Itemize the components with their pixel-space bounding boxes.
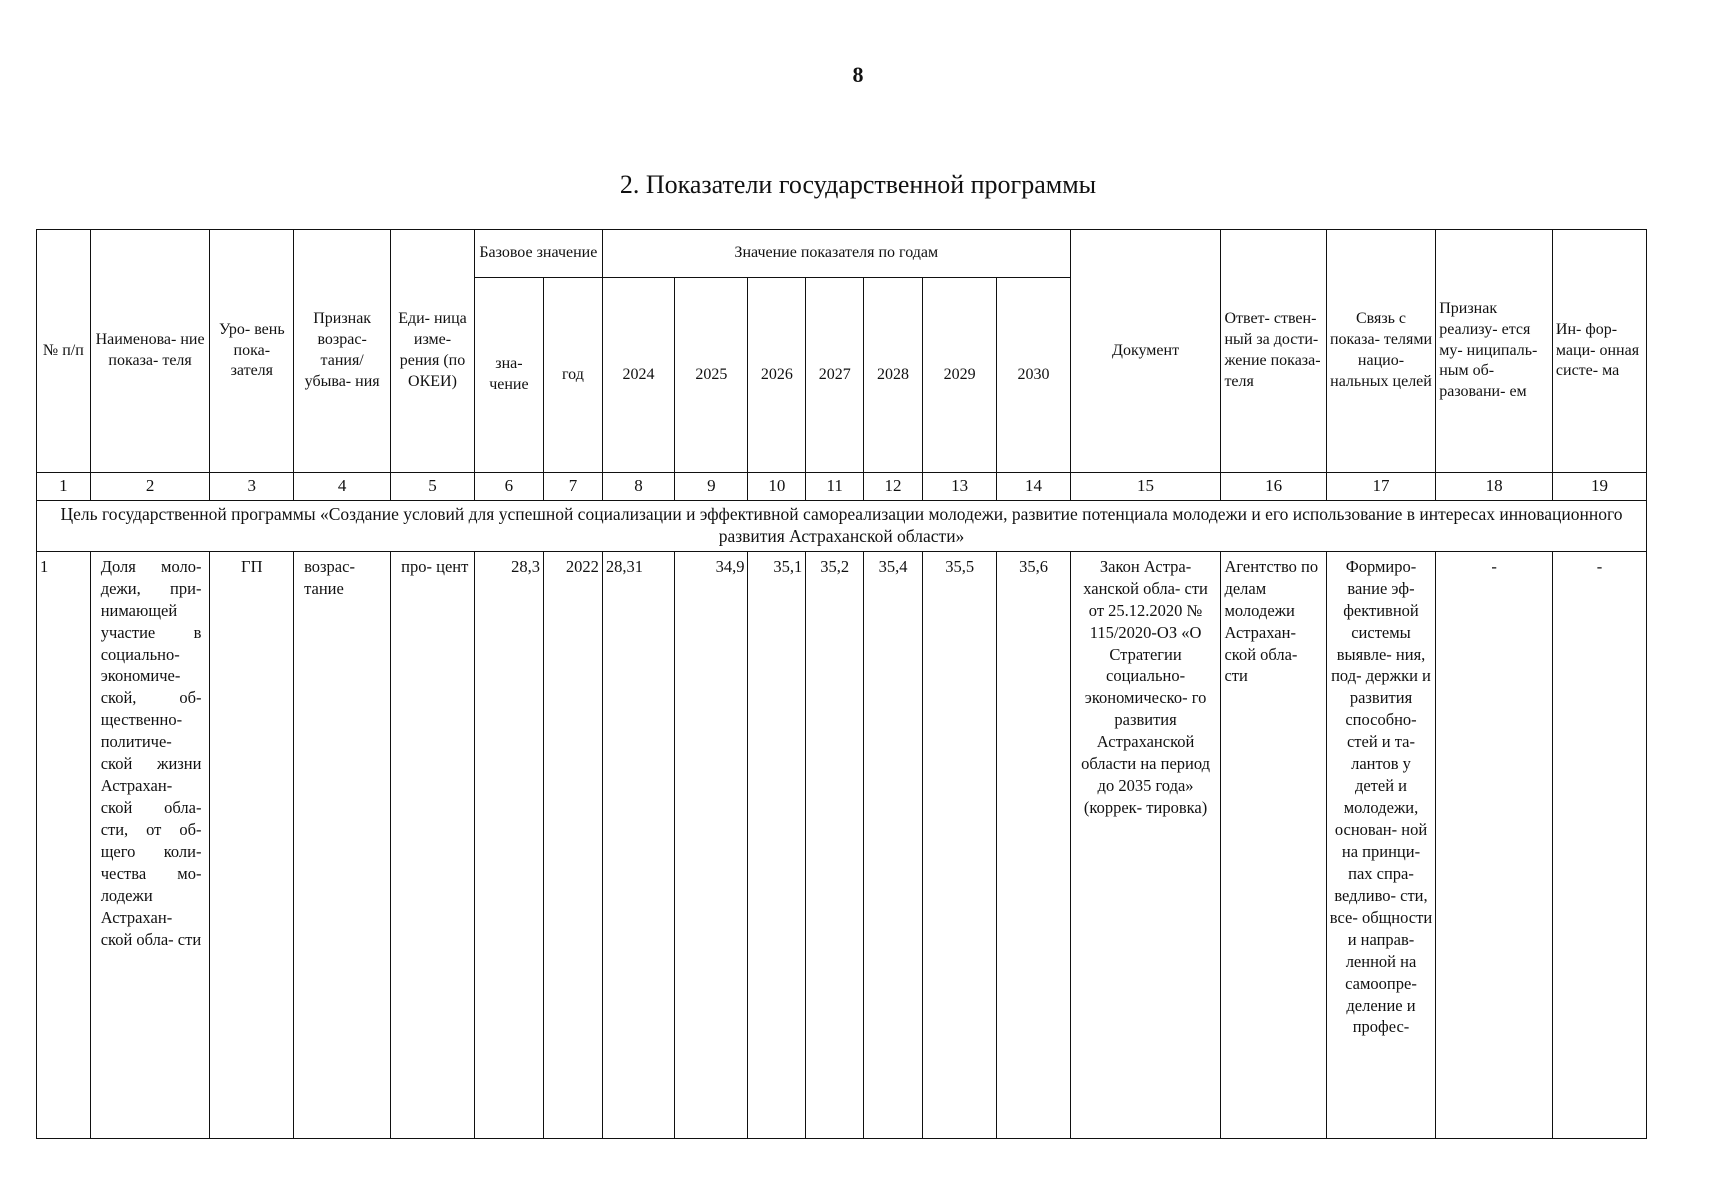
header-document: Документ: [1070, 230, 1221, 473]
header-year-2030: 2030: [997, 278, 1070, 473]
column-number: 9: [675, 473, 748, 501]
header-base-group: Базовое значение: [474, 230, 602, 278]
row-num: 1: [37, 551, 91, 1138]
indicators-table: [36, 229, 1647, 1139]
indicator-name: Доля моло- дежи, при- нимающей участие в социально- экономиче- ской, об- щественно- политиче- ской жизни Астрахан- ской обла- сти, от об- щего коли- чества мо- лодежи Астрахан- ской обла- сти: [90, 551, 210, 1138]
value-2029: 35,5: [922, 551, 996, 1138]
header-base-year: год: [544, 278, 603, 473]
header-year-2026: 2026: [748, 278, 806, 473]
header-year-2025: 2025: [675, 278, 748, 473]
header-municipal: Признак реализу- ется му- ниципаль- ным об- разовани- ем: [1436, 230, 1553, 473]
column-number: 4: [294, 473, 391, 501]
header-years-group: Значение показателя по годам: [602, 230, 1070, 278]
column-number: 7: [544, 473, 603, 501]
header-responsible: Ответ- ствен- ный за дости- жение показа- теля: [1221, 230, 1326, 473]
header-base-value: зна- чение: [474, 278, 543, 473]
municipal-flag: -: [1436, 551, 1553, 1138]
value-2028: 35,4: [864, 551, 923, 1138]
indicator-trend: возрас- тание: [294, 551, 391, 1138]
national-goals-link: Формиро- вание эф- фективной системы выявле- ния, под- держки и развития способно- стей и та- лантов у детей и молодежи, основан- ной на принци- пах спра- ведливо- сти, все- общности и направ- ленной на самоопре- деление и профес-: [1326, 551, 1435, 1138]
column-number: 6: [474, 473, 543, 501]
document-reference: Закон Астра- ханской обла- сти от 25.12.2020 № 115/2020-ОЗ «О Стратегии социально- экономическо- го развития Астраханской области на период до 2035 года» (коррек- тировка): [1070, 551, 1221, 1138]
column-number: 12: [864, 473, 923, 501]
column-number: 13: [922, 473, 996, 501]
column-number: 17: [1326, 473, 1435, 501]
page-number: 8: [852, 62, 864, 87]
value-2024: 28,31: [602, 551, 674, 1138]
indicator-level: ГП: [210, 551, 294, 1138]
value-2027: 35,2: [806, 551, 864, 1138]
value-2026: 35,1: [748, 551, 806, 1138]
header-unit: Еди- ница изме- рения (по ОКЕИ): [391, 230, 475, 473]
header-national-goals: Связь с показа- телями нацио- нальных целей: [1326, 230, 1435, 473]
information-system: -: [1552, 551, 1646, 1138]
header-year-2028: 2028: [864, 278, 923, 473]
header-year-2029: 2029: [922, 278, 996, 473]
responsible-agency: Агентство по делам молодежи Астрахан- ской обла- сти: [1221, 551, 1326, 1138]
column-number: 11: [806, 473, 864, 501]
column-number: 15: [1070, 473, 1221, 501]
column-number: 8: [602, 473, 674, 501]
header-year-2027: 2027: [806, 278, 864, 473]
base-value: 28,3: [474, 551, 543, 1138]
column-number: 19: [1552, 473, 1646, 501]
header-name: Наименова- ние показа- теля: [90, 230, 210, 473]
value-2025: 34,9: [675, 551, 748, 1138]
column-number: 1: [37, 473, 91, 501]
column-number: 18: [1436, 473, 1553, 501]
column-number: 16: [1221, 473, 1326, 501]
table-row: [37, 551, 1647, 1138]
column-number: 5: [391, 473, 475, 501]
header-info-system: Ин- фор- маци- онная систе- ма: [1552, 230, 1646, 473]
indicator-unit: про- цент: [391, 551, 475, 1138]
column-number: 2: [90, 473, 210, 501]
program-goal: Цель государственной программы «Создание условий для успешной социализации и эффективной самореализации молодежи, развитие потенциала молодежи и его использование в интересах инновационного развития Астраханской области»: [37, 501, 1647, 552]
column-number: 14: [997, 473, 1070, 501]
base-year: 2022: [544, 551, 603, 1138]
header-level: Уро- вень пока- зателя: [210, 230, 294, 473]
section-title: 2. Показатели государственной программы: [619, 170, 1097, 199]
header-trend: Признак возрас- тания/ убыва- ния: [294, 230, 391, 473]
header-num: № п/п: [37, 230, 91, 473]
header-year-2024: 2024: [602, 278, 674, 473]
column-number: 10: [748, 473, 806, 501]
value-2030: 35,6: [997, 551, 1070, 1138]
column-numbers-row: [37, 473, 1647, 501]
column-number: 3: [210, 473, 294, 501]
